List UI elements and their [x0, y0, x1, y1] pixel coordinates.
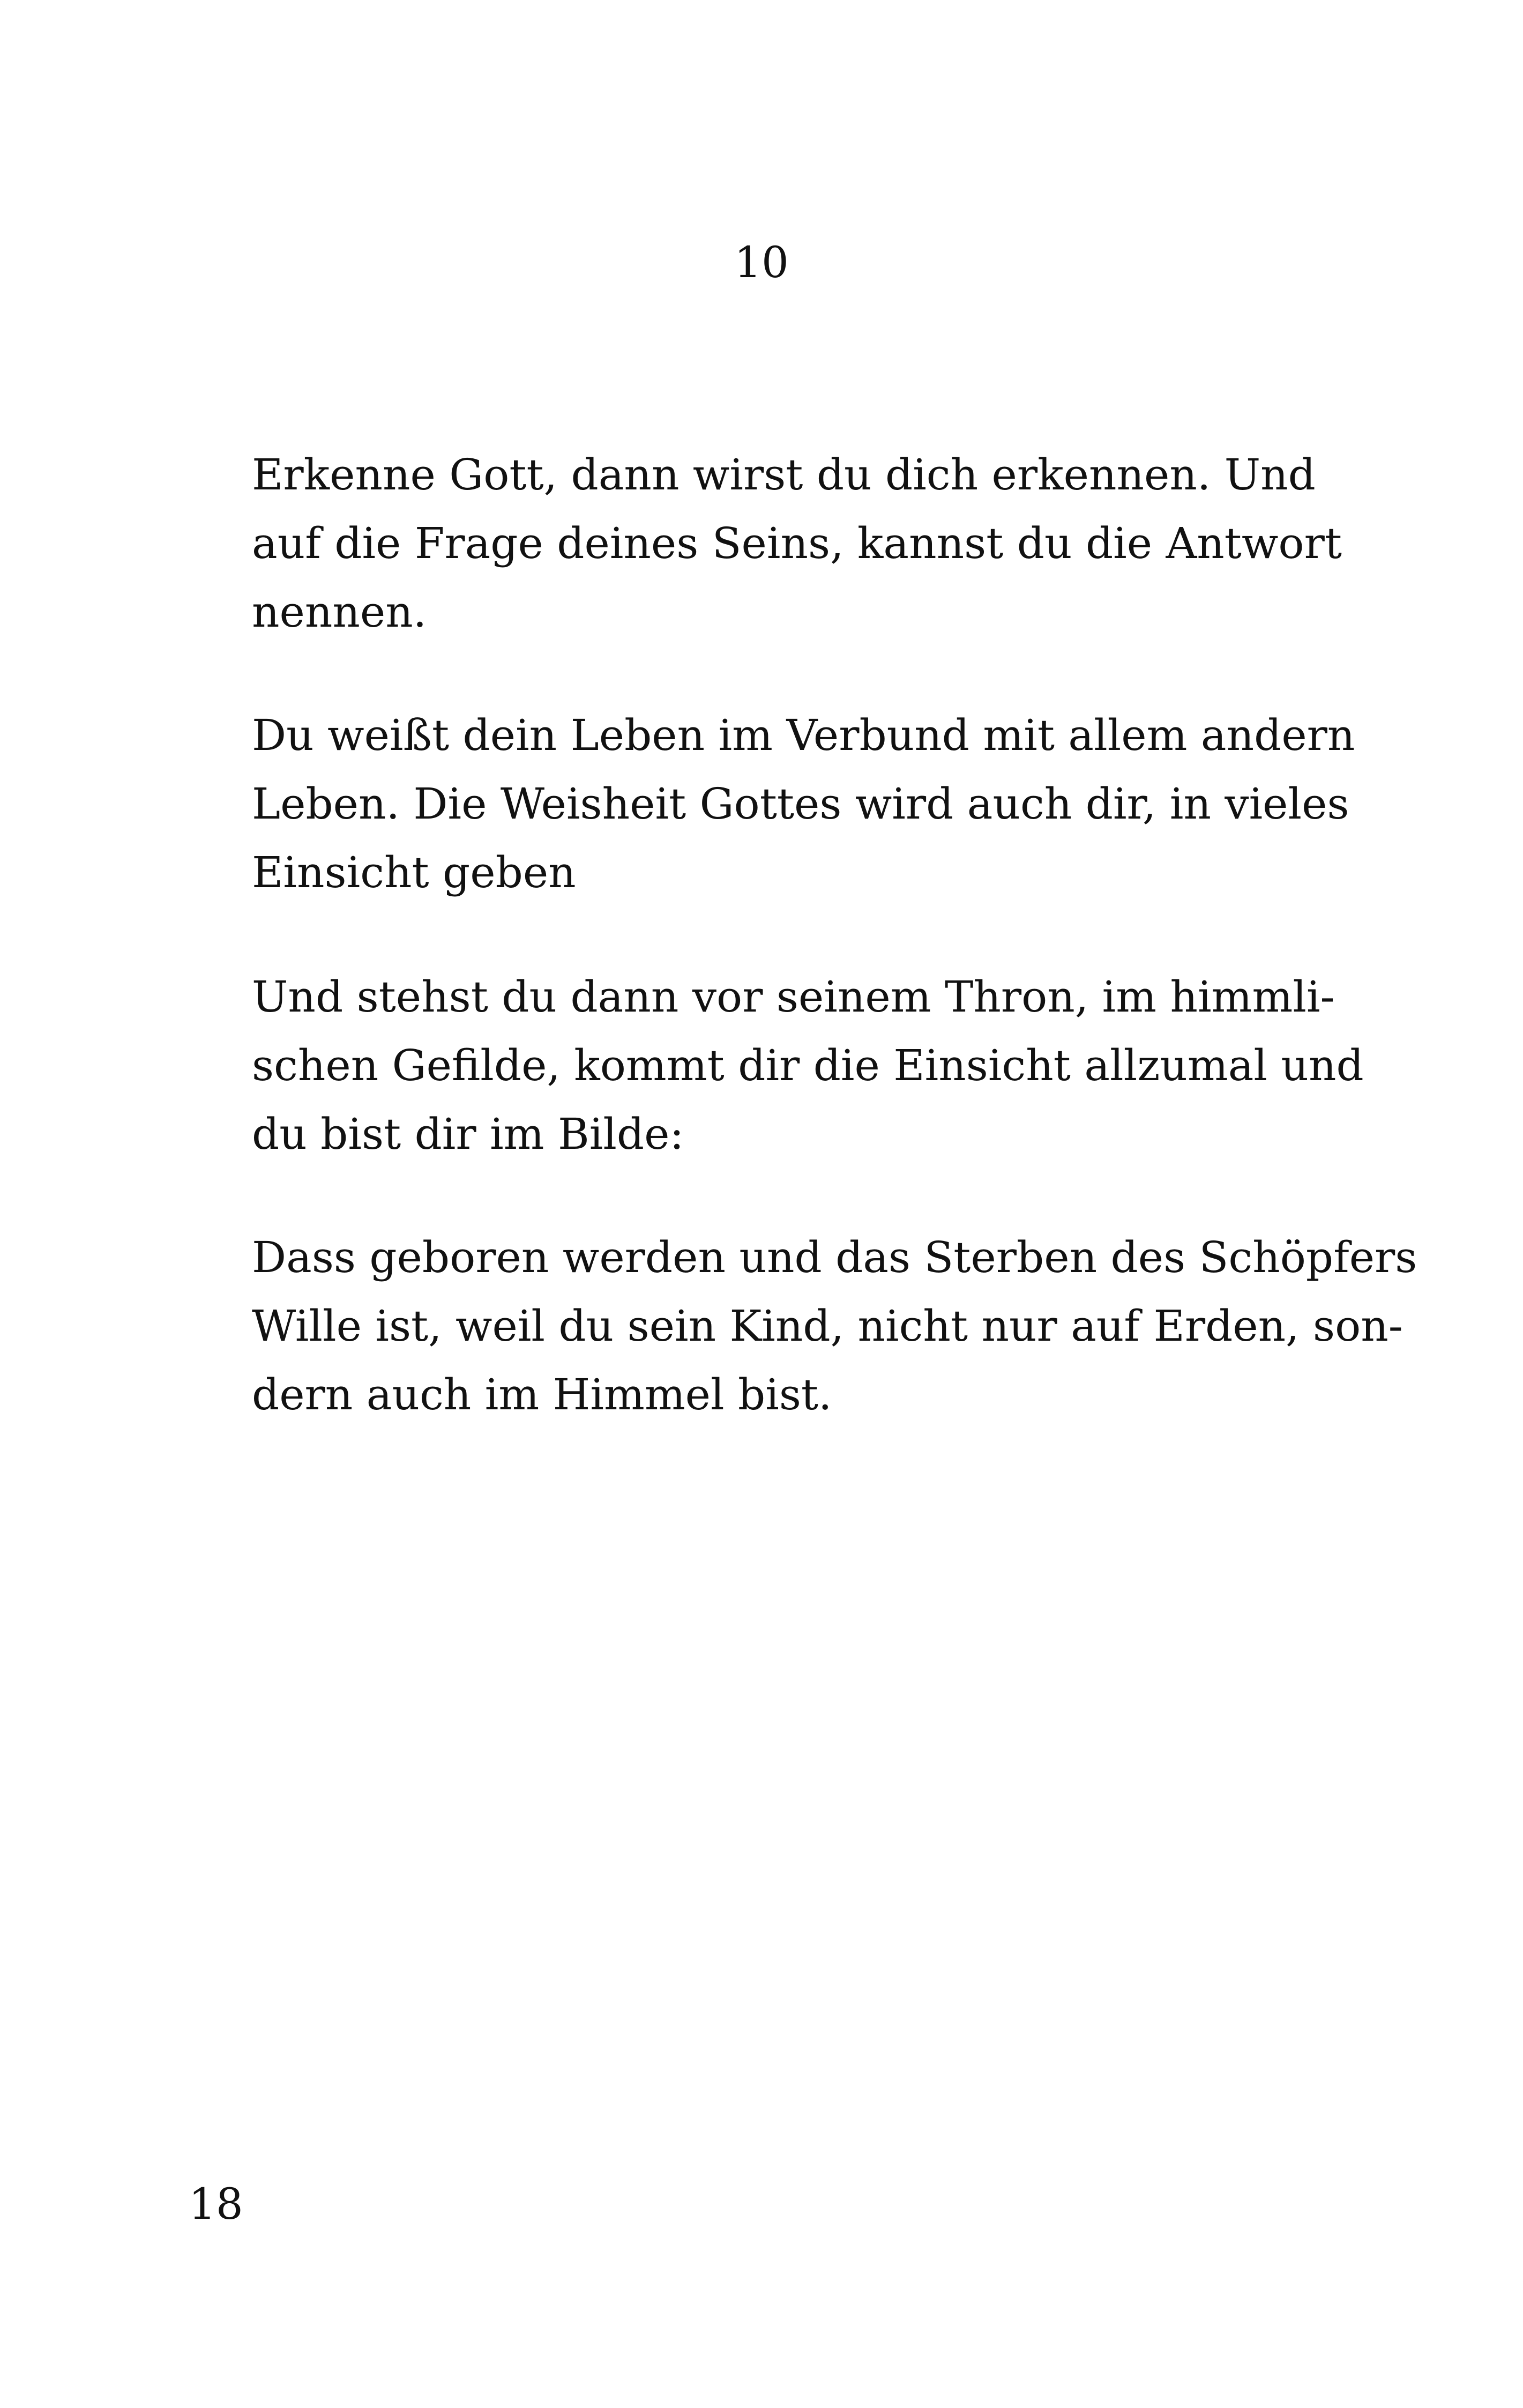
stanza-line: du bist dir im Bilde: [252, 1109, 684, 1159]
stanza-line: Erkenne Gott, dann wirst du dich erkennen. Und [252, 450, 1316, 500]
stanza-1 [252, 441, 1342, 646]
stanza-line: Du weißt dein Leben im Verbund mit allem andern [252, 710, 1355, 760]
stanza-line: schen Gefilde, kommt dir die Einsicht allzumal und [252, 1041, 1364, 1090]
stanza-3 [252, 963, 1364, 1169]
stanza-line: dern auch im Himmel bist. [252, 1370, 832, 1419]
stanza-line: auf die Frage deines Seins, kannst du die Antwort [252, 518, 1342, 568]
stanza-line: nennen. [252, 587, 427, 637]
stanza-line: Wille ist, weil du sein Kind, nicht nur auf Erden, son- [252, 1301, 1403, 1351]
stanza-4 [252, 1223, 1417, 1429]
stanza-line: Leben. Die Weisheit Gottes wird auch dir, in vieles [252, 779, 1349, 829]
page-number: 18 [189, 2179, 243, 2229]
stanza-line: Dass geboren werden und das Sterben des Schöpfers [252, 1232, 1417, 1282]
stanza-line: Und stehst du dann vor seinem Thron, im himmli- [252, 972, 1335, 1022]
poem-number: 10 [734, 237, 789, 287]
stanza-2 [252, 701, 1355, 907]
stanza-line: Einsicht geben [252, 848, 576, 897]
